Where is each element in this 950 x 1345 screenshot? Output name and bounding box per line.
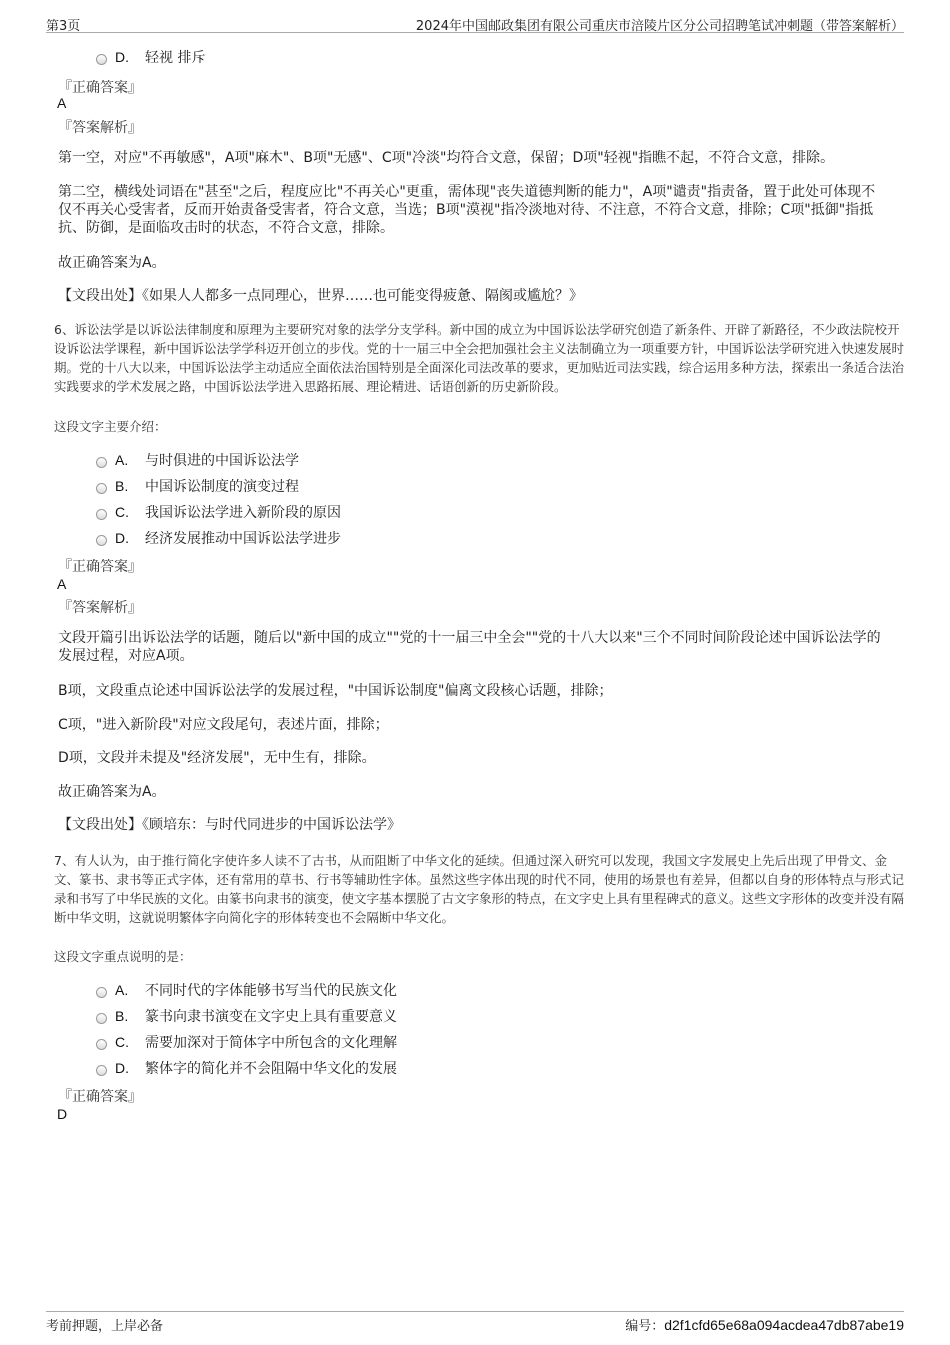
q6-analysis-label: 『答案解析』 xyxy=(58,600,142,616)
q6-analysis-1: 文段开篇引出诉讼法学的话题，随后以"新中国的成立""党的十一届三中全会""党的十八大以来"三个不同时间阶段论述中国诉讼法学的发展过程，对应A项。 xyxy=(58,630,881,664)
q7-option-d[interactable]: D. 繁体字的简化并不会阻隔中华文化的发展 xyxy=(96,1058,397,1078)
radio-icon[interactable] xyxy=(96,535,107,546)
radio-icon[interactable] xyxy=(96,987,107,998)
q7-answer-label: 『正确答案』 xyxy=(58,1089,142,1105)
q6-option-a[interactable]: A. 与时俱进的中国诉讼法学 xyxy=(96,450,299,470)
page-header xyxy=(46,14,904,33)
radio-icon[interactable] xyxy=(96,54,107,65)
q5-source: 【文段出处】《如果人人都多一点同理心，世界……也可能变得疲惫、隔阂或尴尬？》 xyxy=(58,288,583,304)
page-footer xyxy=(46,1311,904,1334)
q6-answer-label: 『正确答案』 xyxy=(58,559,142,575)
radio-icon[interactable] xyxy=(96,509,107,520)
q6-answer: A xyxy=(57,576,67,592)
q7-option-a[interactable]: A. 不同时代的字体能够书写当代的民族文化 xyxy=(96,980,397,1000)
document-title: 2024年中国邮政集团有限公司重庆市涪陵片区分公司招聘笔试冲刺题（带答案解析） xyxy=(415,19,904,34)
q6-analysis-4: D项，文段并未提及"经济发展"，无中生有，排除。 xyxy=(58,750,376,766)
q5-analysis-2: 第二空，横线处词语在"甚至"之后，程度应比"不再关心"更重，需体现"丧失道德判断的能力"，A项"谴责"指责备，置于此处可体现不仅不再关心受害者，反而开始责备受害者，符合文意，当选；B项"漠视"指冷淡地对待、不注意，不符合文意，排除；C项"抵御"指抵抗、防御，是面临攻击时的状态，不符合文意，排除。 xyxy=(58,184,876,236)
q7-option-b[interactable]: B. 篆书向隶书演变在文字史上具有重要意义 xyxy=(96,1006,397,1026)
q5-answer-label: 『正确答案』 xyxy=(58,80,142,96)
q7-option-c[interactable]: C. 需要加深对于简体字中所包含的文化理解 xyxy=(96,1032,397,1052)
q7-answer: D xyxy=(57,1106,68,1122)
q5-analysis-3: 故正确答案为A。 xyxy=(58,255,166,271)
q6-analysis-5: 故正确答案为A。 xyxy=(58,784,166,800)
radio-icon[interactable] xyxy=(96,1065,107,1076)
radio-icon[interactable] xyxy=(96,1039,107,1050)
q7-stem: 7、有人认为，由于推行简化字使许多人读不了古书，从而阻断了中华文化的延续。但通过深入研究可以发现，我国文字发展史上先后出现了甲骨文、金文、篆书、隶书等正式字体，还有常用的草书、行书等辅助性字体。虽然这些字体出现的时代不同，使用的场景也有差异，但都以自身的形体特点与形式记录和书写了中华民族的文化。由篆书向隶书的演变，使文字基本摆脱了古文字象形的特点，在文字史上具有里程碑式的意义。这些文字形体的改变并没有隔断中华文明，这就说明繁体字向简化字的形体转变也不会隔断中华文化。 xyxy=(54,853,905,925)
q6-analysis-2: B项，文段重点论述中国诉讼法学的发展过程，"中国诉讼制度"偏离文段核心话题，排除； xyxy=(58,683,613,699)
radio-icon[interactable] xyxy=(96,457,107,468)
footer-slogan: 考前押题，上岸必备 xyxy=(46,1319,164,1334)
q5-option-d[interactable]: D. 轻视 排斥 xyxy=(96,47,205,67)
q6-option-c[interactable]: C. 我国诉讼法学进入新阶段的原因 xyxy=(96,502,341,522)
radio-icon[interactable] xyxy=(96,1013,107,1024)
q6-option-d[interactable]: D. 经济发展推动中国诉讼法学进步 xyxy=(96,528,341,548)
page-number: 第3页 xyxy=(46,19,81,34)
q7-prompt: 这段文字重点说明的是： xyxy=(54,949,192,964)
q6-option-b[interactable]: B. 中国诉讼制度的演变过程 xyxy=(96,476,299,496)
q5-analysis-1: 第一空，对应"不再敏感"，A项"麻木"、B项"无感"、C项"冷淡"均符合文意，保留；D项"轻视"指瞧不起，不符合文意，排除。 xyxy=(58,150,835,166)
q6-analysis-3: C项，"进入新阶段"对应文段尾句，表述片面，排除； xyxy=(58,717,389,733)
radio-icon[interactable] xyxy=(96,483,107,494)
q6-prompt: 这段文字主要介绍： xyxy=(54,419,167,434)
q5-answer: A xyxy=(57,95,67,111)
document-code: 编号：d2f1cfd65e68a094acdea47db87abe19 xyxy=(625,1317,904,1334)
q5-analysis-label: 『答案解析』 xyxy=(58,120,142,136)
q6-source: 【文段出处】《顾培东：与时代同进步的中国诉讼法学》 xyxy=(58,817,401,833)
q6-stem: 6、诉讼法学是以诉讼法律制度和原理为主要研究对象的法学分支学科。新中国的成立为中国诉讼法学研究创造了新条件、开辟了新路径，不少政法院校开设诉讼法学课程，新中国诉讼法学学科迈开创立的步伐。党的十一届三中全会把加强社会主义法制确立为一项重要方针，中国诉讼法学研究进入快速发展时期。党的十八大以来，中国诉讼法学主动适应全面依法治国特别是全面深化司法改革的要求，更加贴近司法实践，综合运用多种方法，探索出一条适合法治实践要求的学术发展之路，中国诉讼法学进入思路拓展、理论精进、话语创新的历史新阶段。 xyxy=(54,322,905,394)
